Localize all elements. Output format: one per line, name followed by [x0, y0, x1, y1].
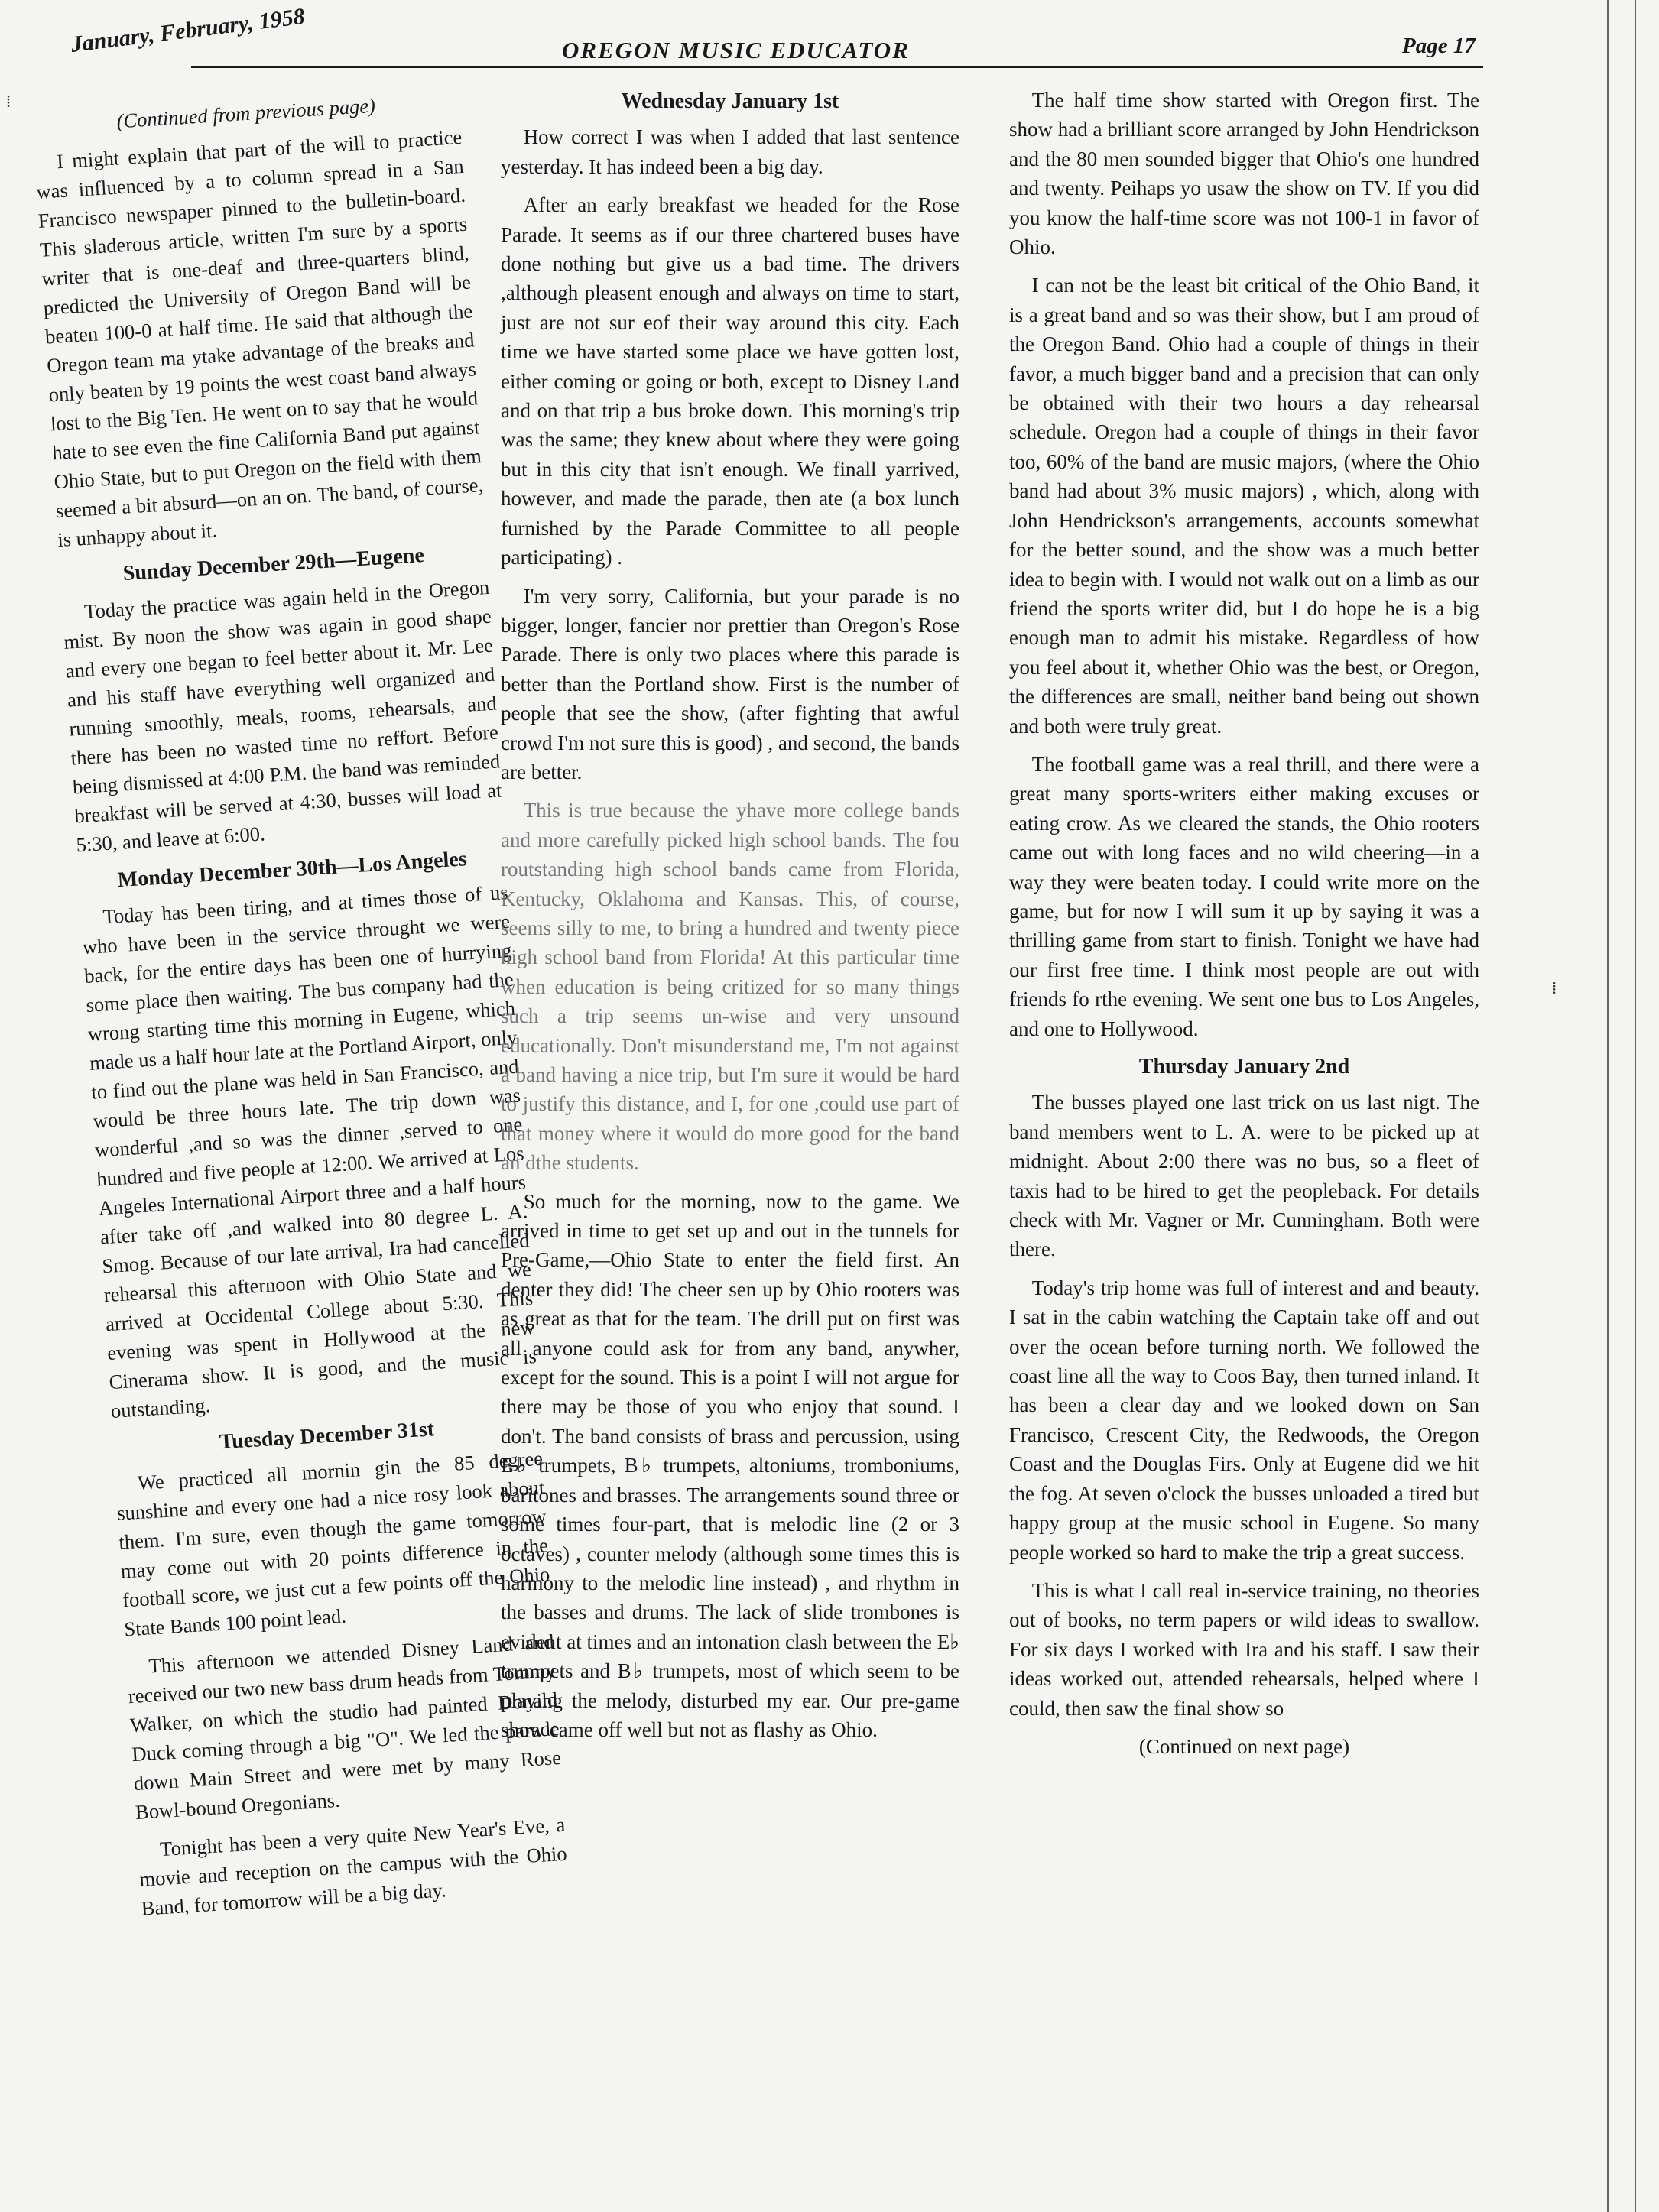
left-column: [31, 86, 568, 1920]
page-number: Page 17: [1402, 34, 1476, 58]
article-paragraph: So much for the morning, now to the game. We arrived in time to get set up and out in the tunnels for Pre-Game,—Ohio State to enter the field first. An denter they did! The cheer sen up by Ohio rooters was as great as that for the team. The drill put on first was all anyone could ask for from any band, anywher, except for the sound. This is a point I will not argue for there may be those of you who enjoy that sound. I don't. The band consists of brass and percussion, using E♭ trumpets, B♭ trumpets, altoniums, tromboniums, baritones and brasses. The arrangements sound three or some times four-part, that is melodic line (2 or 3 octaves) , counter melody (although some times this is harmony to the melodic line instead) , and rhythm in the basses and drums. The lack of slide trombones is evident at times and an intonation clash between the E♭ trumpets and B♭ trumpets, most of which seem to be playing the melody, disturbed my ear. Our pre-game show came off well but not as flashy as Ohio.: [501, 1189, 959, 1741]
article-paragraph: Tonight has been a very quite New Year's Eve, a movie and reception on the campus with the Ohio Band, for tomorrow will be a big day.: [138, 1812, 568, 1920]
article-paragraph: After an early breakfast we headed for the Rose Parade. It seems as if our three chartered buses have done nothing but give us a bad time. The drivers ,although pleasent enough and always on time to start, just are not sur eof their way around this city. Each time we have started some place we have gotten lost, either coming or going or both, except to Disney Land and on that trip a bus broke down. This morning's trip was the same; they knew about where they were going but in this city that isn't enough. We finall yarrived, however, and made the parade, then ate (a box lunch furnished by the Parade Committee to all people participating) .: [501, 193, 959, 569]
binding-edge-line: [1635, 0, 1636, 2212]
continued-from-note: (Continued from previous page): [115, 93, 376, 133]
article-paragraph: Today's trip home was full of interest and and beauty. I sat in the cabin watching the Captain take off and out over the ocean before turning north. We followed the coast line all the way to Coos Bay, then turned inland. It has been a clear day and we looked down on San Francisco, Crescent City, the Redwoods, the Oregon Coast and the Douglas Firs. Only at Eugene did we hit the fog. At seven o'clock the busses unloaded a tired but happy group at the music school in Eugene. So many people worked so hard to make the trip a great success.: [1009, 1276, 1479, 1564]
article-paragraph: We practiced all mornin gin the 85 degree sunshine and every one had a nice rosy look about them. I'm sure, even though the game tomorrow may come out with 20 points difference in the football score, we just cut a few points off the Ohio State Bands 100 point lead.: [116, 1446, 551, 1641]
binding-edge-line: [1607, 0, 1609, 2212]
article-paragraph: I'm very sorry, California, but your parade is no bigger, longer, fancier nor prettier than Oregon's Rose Parade. There is only two places where this parade is better than the Portland show. First is the number of people that see the show, (after fighting that awful crowd I'm not sure this is good) , and second, the bands are better.: [501, 584, 959, 783]
article-paragraph: Today the practice was again held in the Oregon mist. By noon the show was again in good shape and every one began to feel better about it. Mr. Lee and his staff have everything well organized and running smoothly, meals, rooms, rehearsals, and there has been no wasted time no reffort. Before being dismissed at 4:00 P.M. the band was reminded breakfast will be served at 4:30, busses will load at 5:30, and leave at 6:00.: [63, 575, 503, 857]
continued-on-note: (Continued on next page): [1138, 1734, 1350, 1758]
middle-column: [501, 86, 959, 1753]
heading-sunday: Sunday December 29th—Eugene: [122, 543, 425, 585]
article-paragraph: This is true because the yhave more college bands and more carefully picked high school bands. The fou routstanding high school bands came from Florida, Kentucky, Oklahoma and Kansas. This, of course, seems silly to me, to bring a hundred and twenty piece high school band from Florida! At this particular time when education is being critized for so many things such a trip seems un-wise and very unsound educationally. Don't misunderstand me, I'm not against a band having a nice trip, but I'm sure it would be hard to justify this distance, and I, for one ,could use part of that money where it would do more good for the band an dthe students.: [501, 799, 959, 1175]
scan-speck: ⁞: [1552, 978, 1557, 997]
heading-wednesday: Wednesday January 1st: [621, 89, 839, 113]
article-paragraph: I can not be the least bit critical of the Ohio Band, it is a great band and so was their show, but I am proud of the Oregon Band. Ohio had a couple of things in their favor, a much bigger band and a precision that can only be obtained with their two hours a day rehearsal schedule. Oregon had a couple of things in their favor too, 60% of the band are music majors, (where the Ohio band had about 3% music majors) , which, along with John Hendrickson's arrangements, accounts somewhat for the better sound, and the show was a much better idea to begin with. I would not walk out on a limb as our friend the sports writer did, but I do hope he is a big enough man to admit his mistake. Regardless of how you feel about it, whether Ohio was the best, or Oregon, the differences are small, neither band being out shown and both were truly great.: [1009, 274, 1479, 738]
heading-monday: Monday December 30th—Los Angeles: [116, 847, 468, 893]
issue-date: January, February, 1958: [69, 3, 307, 58]
header-rule: [191, 66, 1483, 68]
article-paragraph: I might explain that part of the will to practice was influenced by a to column spread in a San Francisco newspaper pinned to the bulletin-board. This sladerous article, written I'm sure by a sports writer that is one-deaf and three-quarters blind, predicted the University of Oregon Band will be beaten 100-0 at half time. He said that although the Oregon team ma ytake advantage of the breaks and only beaten by 19 points the west coast band always lost to the Big Ten. He went on to say that he would hate to see even the fine California Band put against Ohio State, but to put Oregon on the field with them seemed a bit absurd—on an on. The band, of course, is unhappy about it.: [35, 125, 484, 552]
article-paragraph: Today has been tiring, and at times those of us who have been in the service throught we were back, for the entire days has been one of hurrying some place then waiting. The bus company had the wrong starting time this morning in Eugene, which made us a half hour late at the Portland Airport, only to find out the plane was held in San Francisco, and would be three hours late. The trip down was wonderful ,and so was the dinner ,served to one hundred and five people at 12:00. We arrived at Los Angeles International Airport three and a half hours after take off ,and walked into 80 degree L. A. Smog. Because of our late arrival, Ira had cancelled rehearsal this afternoon with Ohio State and we arrived at Occidental College about 5:30. This evening was spent in Hollywood at the new Cinerama show. It is good, and the music is outstanding.: [81, 881, 537, 1422]
article-paragraph: The busses played one last trick on us last nigt. The band members went to L. A. were to be picked up at midnight. About 2:00 there was no bus, so a fleet of taxis had to be hired to get the peopleback. For details check with Mr. Vagner or Mr. Cunningham. Both were there.: [1009, 1091, 1479, 1261]
article-paragraph: This afternoon we attended Disney Land and received our two new bass drum heads from Tommy Walker, on which the studio had painted Donald Duck coming through a big "O". We led the parade down Main Street and were met by many Rose Bowl-bound Oregonians.: [127, 1630, 562, 1824]
left-column-body: [31, 86, 570, 1923]
article-paragraph: The half time show started with Oregon first. The show had a brilliant score arranged by John Hendrickson and the 80 men sounded bigger that Ohio's one hundred and twenty. Peihaps yo usaw the show on TV. If you did you know the half-time score was not 100-1 in favor of Ohio.: [1009, 89, 1479, 259]
publication-title: OREGON MUSIC EDUCATOR: [562, 37, 910, 63]
article-paragraph: The football game was a real thrill, and there were a great many sports-writers either making excuses or eating crow. As we cleared the stands, the Ohio rooters came out with long faces and no wild cheering—in a way they were beaten today. I could write more on the game, but for now I will sum it up by saying it was a thrilling game from start to finish. Tonight we have had our first free time. I think most people are out with friends fo rthe evening. We sent one bus to Los Angeles, and one to Hollywood.: [1009, 752, 1479, 1040]
page-header: [0, 0, 1659, 76]
article-paragraph: This is what I call real in-service training, no theories out of books, no term papers or wild ideas to swallow. For six days I worked with Ira and his staff. I saw their ideas worked out, attended rehearsals, helped where I could, then saw the final show so: [1009, 1578, 1479, 1720]
heading-tuesday: Tuesday December 31st: [219, 1417, 435, 1455]
article-paragraph: How correct I was when I added that last sentence yesterday. It has indeed been a big day.: [501, 125, 959, 178]
heading-thursday: Thursday January 2nd: [1138, 1055, 1350, 1078]
scan-speck: ⁞: [6, 92, 11, 111]
right-column: [1009, 86, 1479, 1761]
